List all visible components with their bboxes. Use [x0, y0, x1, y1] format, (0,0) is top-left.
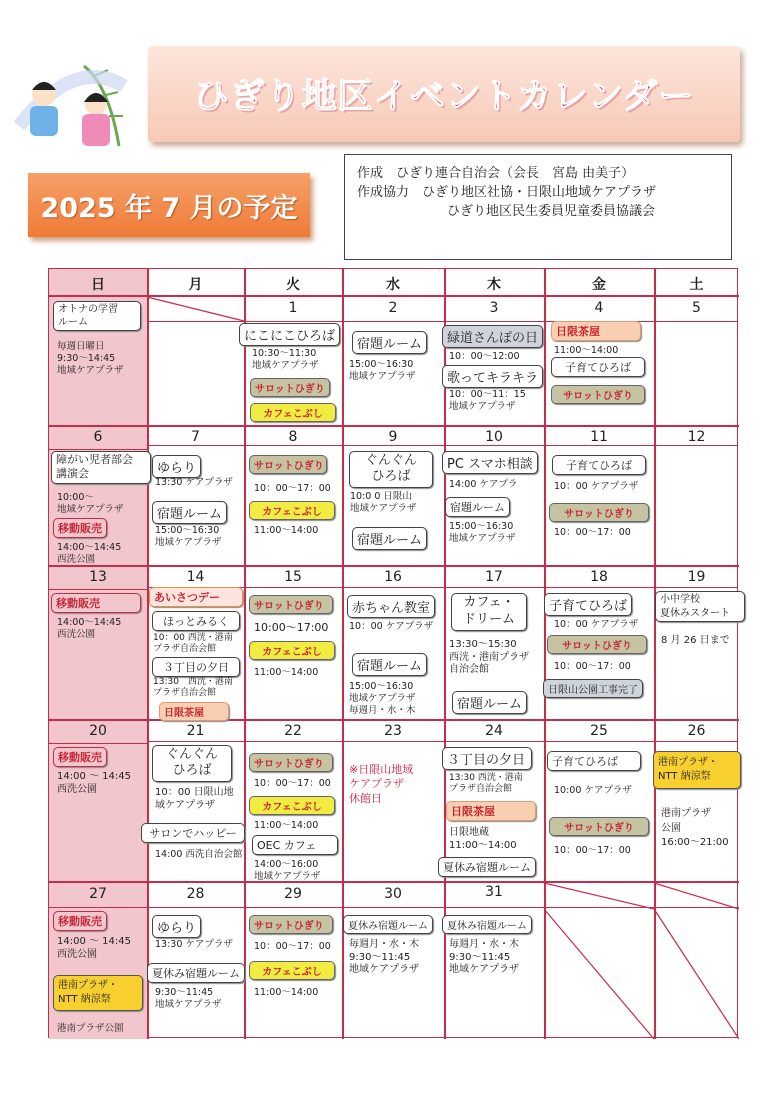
day-number: 30: [384, 886, 402, 902]
event-label: ほっとみるく: [152, 611, 240, 631]
credits-box: [344, 154, 732, 260]
event-detail: 15:00～16:30 地域ケアプラザ: [349, 359, 416, 382]
event-detail: 11:00～14:00: [254, 987, 319, 998]
event-detail: 毎週月・水・木 9:30～11:45 地域ケアプラザ: [449, 939, 519, 975]
day-number: 8: [288, 429, 298, 445]
event-detail: 15:00～16:30 地域ケアプラザ 毎週月・水・木: [349, 681, 416, 716]
day-number: 6: [93, 429, 103, 445]
event-label: 宿題ルーム: [352, 653, 427, 676]
event-label: 日限山公園工事完了: [543, 679, 643, 698]
event-detail: 10:00～ 地域ケアプラザ: [57, 492, 124, 515]
day-number: 25: [590, 723, 608, 739]
event-detail: 10:00～17:00: [254, 621, 329, 634]
event-label: 宿題ルーム: [452, 691, 527, 714]
event-label: カフェこぶし: [249, 501, 335, 520]
day-number: 19: [687, 569, 706, 585]
weekday-sun: 日: [91, 277, 105, 293]
event-detail: 11:00～14:00: [254, 667, 319, 678]
event-detail: 日限地蔵 11:00～14:00: [449, 827, 517, 851]
event-detail: 15:00～16:30 地域ケアプラザ: [155, 525, 222, 548]
event-detail: 10：00 ケアプラザ: [554, 619, 639, 630]
event-label: 移動販売: [53, 911, 107, 931]
event-label: 子育てひろば: [547, 751, 641, 771]
day-number: 12: [687, 429, 706, 445]
event-detail: 港南プラザ公園: [57, 1023, 124, 1034]
day-number: 17: [485, 569, 503, 585]
weekday-fri: 金: [592, 277, 606, 293]
event-detail: 10：00～17：00: [554, 661, 631, 672]
event-label: にこにこひろば: [239, 323, 340, 346]
calendar-grid: [48, 268, 738, 1038]
title-banner: [148, 46, 740, 142]
event-detail: 13:30 ケアプラザ: [155, 939, 233, 950]
event-label: 港南プラザ・ NTT 納涼祭: [53, 975, 143, 1011]
event-detail: 14:00 ケアプラ: [449, 479, 518, 490]
event-label: 日限茶屋: [446, 801, 536, 821]
event-label: ３丁目の夕日: [152, 657, 240, 677]
event-detail: 10：00～12:00: [449, 351, 520, 362]
weekday-thu: 木: [487, 277, 501, 293]
event-detail: 10：00～17：00: [554, 527, 631, 538]
event-detail: 13:30 西洸・港南 プラザ自治会館: [449, 773, 523, 795]
day-number: 26: [687, 723, 706, 739]
event-label: サロットひぎり: [551, 385, 645, 404]
event-detail: 14:00 ～ 14:45 西洗公園: [57, 936, 131, 960]
event-label: 日限茶屋: [159, 702, 229, 721]
event-detail: 毎週月・水・木 9:30～11:45 地域ケアプラザ: [349, 939, 419, 975]
day-number: 31: [485, 884, 503, 900]
day-number: 11: [590, 429, 608, 445]
adult-study-room-label: オトナの学習 ルーム: [53, 301, 141, 331]
day-number: 16: [384, 569, 402, 585]
event-detail: 9:30～11:45 地域ケアプラザ: [155, 987, 222, 1010]
event-detail: 10：00～11：15 地域ケアプラザ: [449, 389, 526, 412]
event-label: ３丁目の夕日: [442, 747, 532, 770]
day-number: 22: [284, 723, 302, 739]
day-number: 1: [288, 300, 298, 316]
event-detail: 10:00 ケアプラザ: [554, 785, 632, 796]
event-label: 宿題ルーム: [352, 331, 427, 354]
event-label: 子育てひろば: [544, 593, 632, 616]
event-label: ゆらり: [152, 915, 201, 938]
event-detail: 10:30～11:30 地域ケアプラザ: [252, 348, 319, 371]
event-label: 夏休み宿題ルーム: [438, 857, 536, 877]
weekday-tue: 火: [286, 277, 300, 293]
event-label: カフェこぶし: [249, 796, 335, 815]
event-label: サロットひぎり: [249, 595, 333, 614]
event-detail: 11:00～14:00: [254, 820, 319, 831]
day-number: 4: [594, 300, 604, 316]
event-label: 子育てひろば: [551, 357, 645, 377]
event-label: 港南プラザ・ NTT 納涼祭: [653, 751, 741, 789]
event-label: 移動販売: [51, 593, 141, 613]
day-number: 2: [388, 300, 398, 316]
event-detail: 13:30 ケアプラザ: [155, 477, 233, 488]
event-label: ぐんぐん ひろば: [349, 451, 433, 488]
event-detail: 14:00 西洗自治会館: [155, 849, 243, 860]
day-number: 28: [186, 886, 205, 902]
event-label: 宿題ルーム: [445, 497, 510, 517]
event-detail: 10：00 ケアプラザ: [554, 481, 639, 492]
day-number: 29: [284, 886, 302, 902]
event-label: 緑道さんぽの日: [442, 325, 543, 348]
weekday-mon: 月: [188, 277, 203, 293]
adult-study-room-detail: 毎週日曜日 9:30～14:45 地域ケアプラザ: [57, 341, 124, 376]
event-detail: 13:30～15:30 西洸・港南プラザ 自治会館: [449, 639, 529, 675]
event-label: 宿題ルーム: [152, 501, 227, 524]
day-number: 7: [191, 429, 200, 445]
event-label: PC スマホ相談: [442, 451, 538, 474]
credit-line-3: ひぎり地区民生委員児童委員協議会: [447, 203, 656, 219]
event-label: あいさつデー: [149, 587, 243, 607]
event-label: 赤ちゃん教室: [347, 595, 435, 618]
event-label: OEC カフェ: [252, 835, 338, 855]
event-label: 夏休み宿題ルーム: [147, 963, 245, 983]
day-number: 21: [186, 723, 205, 739]
event-label: サロットひぎり: [249, 915, 333, 934]
day-number: 13: [89, 569, 107, 585]
day-number: 24: [485, 723, 503, 739]
weekday-wed: 水: [386, 277, 400, 293]
event-label: ぐんぐん ひろば: [152, 745, 232, 782]
event-detail: 10：00～17：00: [254, 778, 331, 789]
event-detail: 14:00～16:00 地域ケアプラザ: [254, 859, 321, 882]
credit-line-2: 作成協力 ひぎり地区社協・日限山地域ケアプラザ: [357, 184, 657, 200]
event-label: カフェこぶし: [249, 641, 335, 660]
event-label: 夏休み宿題ルーム: [442, 915, 532, 934]
event-detail: 11:00～14:00: [254, 525, 319, 536]
event-detail: 港南プラザ 公園 16:00～21:00: [661, 808, 729, 848]
credit-line-1: 作成 ひぎり連合自治会（会長 宮島 由美子）: [357, 166, 635, 181]
day-number: 20: [89, 723, 107, 739]
event-detail: 13:30 西洸・港南 プラザ自治会館: [153, 677, 233, 699]
month-title: 2025 年 7 月の予定: [40, 192, 298, 224]
event-label: 夏休み宿題ルーム: [343, 915, 433, 934]
event-label: 障がい児者部会 講演会: [51, 451, 151, 484]
day-number: 23: [384, 723, 402, 739]
event-detail: 14:00 ～ 14:45 西洗公園: [57, 771, 131, 795]
event-label: サロットひぎり: [549, 503, 649, 522]
event-label: 日限茶屋: [551, 321, 641, 341]
event-label: カフェ・ ドリーム: [451, 593, 527, 631]
day-number: 18: [590, 569, 608, 585]
event-label: 小中学校 夏休みスタート: [655, 591, 745, 622]
event-label: 移動販売: [53, 747, 107, 767]
event-detail: 11:00～14:00: [554, 345, 619, 356]
event-detail: 10：00 西洸・港南 プラザ自治会館: [153, 633, 233, 655]
event-label: サロットひぎり: [249, 753, 333, 772]
day-number: 14: [186, 569, 205, 585]
day-number: 15: [284, 569, 302, 585]
closed-notice: ※日限山地域 ケアプラザ 休館日: [349, 763, 414, 805]
event-label: サロットひぎり: [549, 817, 649, 836]
day-number: 10: [485, 429, 503, 445]
day-number: 27: [89, 886, 107, 902]
event-label: サロットひぎり: [250, 378, 330, 397]
event-detail: 10：00 ケアプラザ: [349, 621, 434, 632]
event-label: 子育てひろば: [552, 455, 646, 475]
day-number: 5: [692, 300, 701, 316]
event-detail: 14:00～14:45 西洸公園: [57, 617, 122, 640]
event-detail: 10：00 日限山地 域ケアプラザ: [155, 787, 234, 811]
tanabata-illustration: [14, 56, 134, 152]
page-title: ひぎり地区イベントカレンダー: [193, 77, 695, 117]
event-label: ゆらり: [152, 455, 201, 478]
event-label: カフェこぶし: [250, 403, 336, 422]
event-detail: 15:00～16:30 地域ケアプラザ: [449, 521, 516, 544]
day-number: 9: [388, 429, 398, 445]
event-detail: 10：00～17：00: [254, 941, 331, 952]
event-detail: 10:0 0 日限山 地域ケアプラザ: [350, 491, 417, 514]
event-label: 宿題ルーム: [352, 527, 427, 550]
day-number: 3: [489, 300, 499, 316]
event-label: サロットひぎり: [547, 635, 647, 654]
event-label: サロットひぎり: [249, 455, 327, 474]
month-banner: [28, 173, 310, 237]
event-detail: 8 月 26 日まで: [661, 635, 730, 646]
event-detail: 10：00～17：00: [254, 483, 331, 494]
event-label: カフェこぶし: [249, 961, 335, 980]
event-detail: 14:00～14:45 西洗公園: [57, 542, 122, 565]
event-label: 移動販売: [53, 518, 107, 538]
weekday-sat: 土: [689, 277, 704, 293]
event-label: 歌ってキラキラ: [442, 365, 543, 388]
event-label: サロンでハッピー: [141, 823, 245, 843]
event-detail: 10：00～17：00: [554, 845, 631, 856]
